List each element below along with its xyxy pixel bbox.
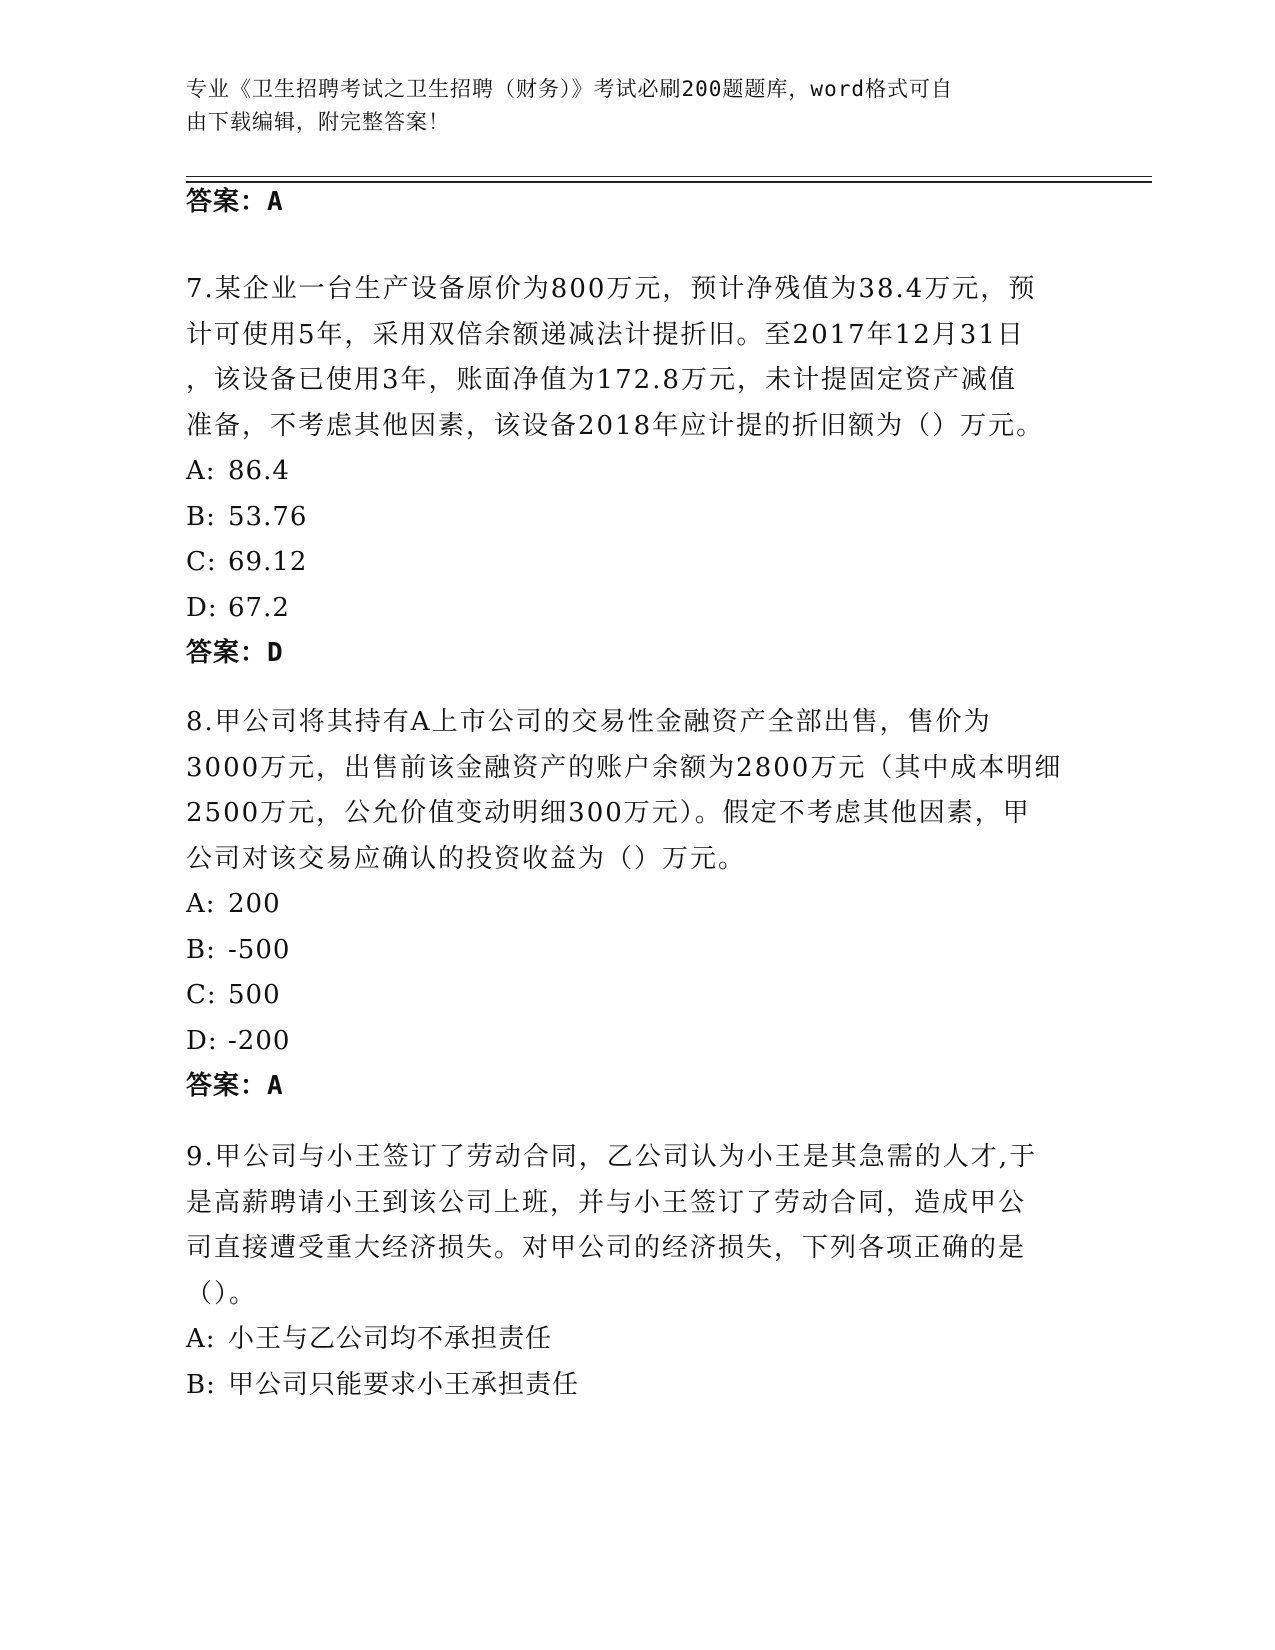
question-text-line: 是高薪聘请小王到该公司上班，并与小王签订了劳动合同，造成甲公 xyxy=(186,1187,1027,1218)
option-label: A: xyxy=(186,456,216,486)
question-text-line: 公司对该交易应确认的投资收益为（）万元。 xyxy=(186,843,747,874)
question-text-line: 2500万元，公允价值变动明细300万元）。假定不考虑其他因素，甲 xyxy=(186,798,1031,828)
question-text-line: 司直接遭受重大经济损失。对甲公司的经济损失，下列各项正确的是 xyxy=(186,1233,1027,1263)
question-9 xyxy=(186,1135,1086,1408)
option-label: D: xyxy=(186,1025,218,1056)
option-label: B: xyxy=(186,501,216,532)
option-b xyxy=(186,928,1086,974)
option-label: B: xyxy=(186,1369,216,1400)
option-b xyxy=(186,1363,1086,1409)
option-text: -500 xyxy=(228,934,291,965)
option-text: 小王与乙公司均不承担责任 xyxy=(228,1324,553,1354)
header-line-1: 专业《卫生招聘考试之卫生招聘（财务）》考试必刷200题题库，word格式可自 xyxy=(186,77,953,101)
option-text: 67.2 xyxy=(228,592,290,623)
option-label: A: xyxy=(186,1324,216,1354)
option-b xyxy=(186,495,1086,541)
document-header xyxy=(186,73,1066,139)
option-text: -200 xyxy=(228,1025,291,1056)
option-c xyxy=(186,973,1086,1019)
option-c xyxy=(186,540,1086,586)
answer-line: 答案：D xyxy=(186,638,284,668)
option-label: A: xyxy=(186,889,216,919)
option-label: D: xyxy=(186,592,218,623)
question-text-line: （）。 xyxy=(186,1278,258,1309)
option-text: 53.76 xyxy=(228,501,308,532)
option-text: 500 xyxy=(228,980,281,1010)
header-line-2: 由下载编辑，附完整答案！ xyxy=(186,110,450,134)
option-a xyxy=(186,449,1086,495)
option-a xyxy=(186,882,1086,928)
option-label: C: xyxy=(186,547,217,577)
option-a xyxy=(186,1317,1086,1363)
question-text-line: 3000万元，出售前该金融资产的账户余额为2800万元（其中成本明细 xyxy=(186,752,1063,783)
option-text: 86.4 xyxy=(228,456,290,486)
question-7 xyxy=(186,267,1086,676)
option-text: 200 xyxy=(228,889,281,919)
question-text-line: 9.甲公司与小王签订了劳动合同，乙公司认为小王是其急需的人才,于 xyxy=(186,1142,1038,1172)
answer-line: 答案：A xyxy=(186,1071,284,1101)
question-8 xyxy=(186,700,1086,1109)
question-text-line: 准备，不考虑其他因素，该设备2018年应计提的折旧额为（）万元。 xyxy=(186,410,1045,441)
option-d xyxy=(186,586,1086,632)
option-label: B: xyxy=(186,934,216,965)
option-label: C: xyxy=(186,980,217,1010)
question-text-line: ，该设备已使用3年，账面净值为172.8万元，未计提固定资产减值 xyxy=(186,365,1017,395)
option-d xyxy=(186,1019,1086,1065)
option-text: 甲公司只能要求小王承担责任 xyxy=(228,1369,580,1400)
option-text: 69.12 xyxy=(228,547,308,577)
header-divider-thin xyxy=(186,176,1152,177)
question-text-line: 8.甲公司将其持有A上市公司的交易性金融资产全部出售，售价为 xyxy=(186,707,992,737)
answer-line: 答案：A xyxy=(186,187,284,217)
question-text-line: 7.某企业一台生产设备原价为800万元，预计净残值为38.4万元，预 xyxy=(186,274,1037,304)
question-text-line: 计可使用5年，采用双倍余额递减法计提折旧。至2017年12月31日 xyxy=(186,319,1025,350)
